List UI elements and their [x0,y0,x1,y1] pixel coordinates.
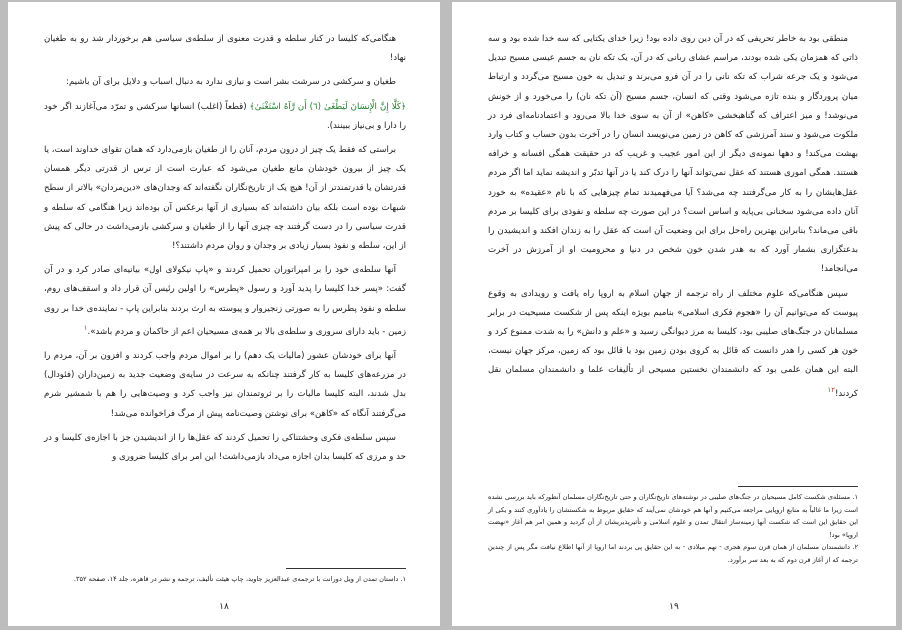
footnote-marker: ۱ [83,323,88,332]
paragraph-with-footnote [44,261,406,342]
paragraph: سپس سلطه‌ی فکری وحشتناکی را تحمیل کردند که عقل‌ها را از اندیشیدن جز با اجازه‌ی کلیسا و در حد و مرزی که کلیسا بدان اجازه می‌داد بازمی‌داشت! این امر برای کلیسا ضروری و [44,432,406,462]
footnote-divider [738,486,858,487]
quran-translation: (قطعاً (اغلب) انسانها سرکشی و تمرّد می‌آغازند اگر [60,101,247,112]
paragraph-continuation: خود را دارا و بی‌نیاز ببینند). [44,101,406,131]
paragraph: براستی که فقط یک چیز از درون مردم، آنان را از طغیان بازمی‌دارد که همان تقوای خداوند است، یا یک چیز از بیرون خودشان مانع طغیان می‌شود که عبارت است از ترس از قدرتی دیگر همسان قدرتشان یا قدرتمندتر از آن! هیچ یک از تاریخ‌نگاران نگفته‌اند که وجدان‌های «دین‌مردان» بالاتر از سطح شبهات بوده است بلکه بیان داشته‌اند که بسیاری از آنها برعکس آن بوده‌اند زیرا هنگامی که سلطه و قدرت سیاسی را در دست گرفتند چه چیزی آنها را از طغیان و سرکشی بازمی‌داشت در حالی که پیش از این، سلطه و نفوذ بسیار زیادی بر وجدان و روان مردم داشتند؟! [44,145,406,252]
footnote-divider [286,568,406,569]
footnote: ۲. دانشمندان مسلمان از همان قرن سوم هجری - نهم میلادی - به این حقایق پی بردند اما اروپا از آنها اطلاع نیافت مگر پس از چندین ترجمه که از آغاز قرن دوم که به بعد سر برآورد. [488,543,858,564]
quran-verse-line [44,98,406,136]
footnotes [8,568,440,586]
footnotes [452,486,896,567]
paragraph-with-footnote [488,285,858,404]
page-number: ۱۸ [219,602,229,612]
footnote: ۱. مسئله‌ی شکست کامل مسیحیان در جنگ‌های صلیبی در نوشته‌های تاریخ‌نگاران و حتی تاریخ‌نگاران مسلمان آنطورکه باید بررسی نشده است زیرا ما غالباً به منابع اروپایی مراجعه می‌کنیم و آنها هم خودشان نمی‌آیند که حقایق مربوط به شکستشان را یادآوری کنند و یکی از این حقایق این است که شکست آنها زمینه‌ساز انتقال تمدن و علوم اسلامی و تأثیرپذیریشان از آن گردید و همین امر هم آغاز «نهضت اروپا» بود! [488,493,858,539]
footnote: ۱. داستان تمدن از ویل دورانت با ترجمه‌ی عبدالعزیز جاوید، چاپ هیئت تألیف، ترجمه و نشر در قاهره، جلد ۱۴، صفحه ۳۵۲. [73,575,406,583]
paragraph-text: آنها سلطه‌ی خود را بر امپراتوران تحمیل کردند و «پاپ نیکولای اول» بیانیه‌ای صادر کرد و در آن گفت: «پسر خدا کلیسا را پدید آورد و رسول «پطرس» را اولین رئیس آن قرار داد و اسقف‌های روم، سلطه و نفوذ پطرس را به صورتی زنجیروار و پیوسته به ارث بردند بنابراین پاپ - نماینده‌ی خدا بر روی زمین - باید دارای سروری و سلطه‌ی بالا بر همه‌ی مسیحیان اعم از حاکمان و مردم باشد». [44,265,406,337]
page-number: ۱۹ [669,602,679,612]
footnote-marker: ۱ [827,385,832,394]
paragraph: منطقی بود به خاطر تحریفی که در آن دین روی داده بود! زیرا خدای یکتایی که سه خدا شده بود و سه ذاتی که همزمان یکی شده بودند، مراسم عشای ربانی که در آن، یک تکه نان به جسم عیسی مسیح تبدیل می‌شود و یک جرعه شراب که تکه نانی را در آن فرو می‌برند و تبدیل به خون مسیح می‌گردد و ارتباط میان پروردگار و بنده تازه می‌شود وقتی که انسان، جسم مسیح (آن تکه نان) را می‌خورد و از خونش می‌نوشد! و میز اعتراف که گناهبخشی «کاهن» از آن به سوی خدا بالا می‌رود و اعتمادنامه‌ای فرد در ملکوت می‌شود و سند آمرزشی که کاهن در زمین می‌نویسد انسان را در آخرت بدون حساب و کتاب وارد بهشت می‌کند! و دهها نمونه‌ی دیگر از این امور عجیب و غریب که در حقیقت همگی افسانه و خرافه هستند. همگی اموری هستند که عقل نمی‌تواند آنها را درک کند یا در آنها تدبّر و اندیشه نماید اما اگر مردم عقل‌هایشان را به کار می‌گرفتند چه می‌شد؟ آیا می‌فهمیدند تمام چیزهایی که با نام «عقیده» به خورد آنان داده می‌شود سخنانی بی‌پایه و اساس است؟ در این صورت چه سلطه و نفوذی برای کلیسا بر مردم باقی می‌ماند؟ بنابراین بهترین راه‌حل برای این وضعیت آن است که عقل را به زندان افکند و اندیشیدن را بدعتگزاری بشمار آورد که به هدر شدن خون شخص در دنیا و محرومیت او از آمرزش در آخرت می‌انجامد! [488,34,858,275]
left-page [8,2,440,626]
right-page [452,2,896,626]
quran-verse: ﴿كَلَّا إِنَّ الْإِنسَانَ لَيَطْغَىٰ (٦) أَن رَّآهُ اسْتَغْنَىٰ﴾ [249,101,406,112]
paragraph-text: سپس هنگامی‌که علوم مختلف از راه ترجمه از جهان اسلام به اروپا راه یافت و رویدادی به وقوع پیوست که می‌توانیم آن را «هجوم فکری اسلامی» بنامیم بویژه اینکه پس از شکست مسیحیت در برابر مسلمانان در جنگ‌های صلیبی بود، کلیسا به مرز دیوانگی رسید و «علم و دانش» را به شدت ممنوع کرد و خون هر کسی را هدر دانست که قائل به کروی بودن زمین بود یا قائل بود که زمین، مرکز جهان نیست، البته این همان علمی بود که دانشمندان نخستین مسیحی از تألیفات علما و دانشمندان مسلمان نقل کردند! [488,288,858,399]
paragraph: آنها برای خودشان عشور (مالیات یک دهم) را بر اموال مردم واجب کردند و افزون بر آن، مردم را در مزرعه‌های کلیسا به کار گرفتند چنانکه به سرعت در سایه‌ی وضعیت جدید به زمین‌داران (فئودال) بدل شدند، البته کلیسا مالیات را بر ثروتمندان نیز واجب کرد و وصیت‌هایی را هم با شمشیر شرم می‌گرفتند آنگاه که «کاهن» برای نوشتن وصیت‌نامه پیش از مرگ فراخوانده می‌شد! [44,350,406,419]
footnote-marker: ۲ [831,385,835,394]
paragraph: هنگامی‌که کلیسا در کنار سلطه و قدرت معنوی از سلطه‌ی سیاسی هم برخوردار شد رو به طغیان نهاد! [44,34,406,64]
paragraph: طغیان و سرکشی در سرشت بشر است و نیازی ندارد به دنبال اسباب و دلایل برای آن باشیم: [66,77,396,88]
